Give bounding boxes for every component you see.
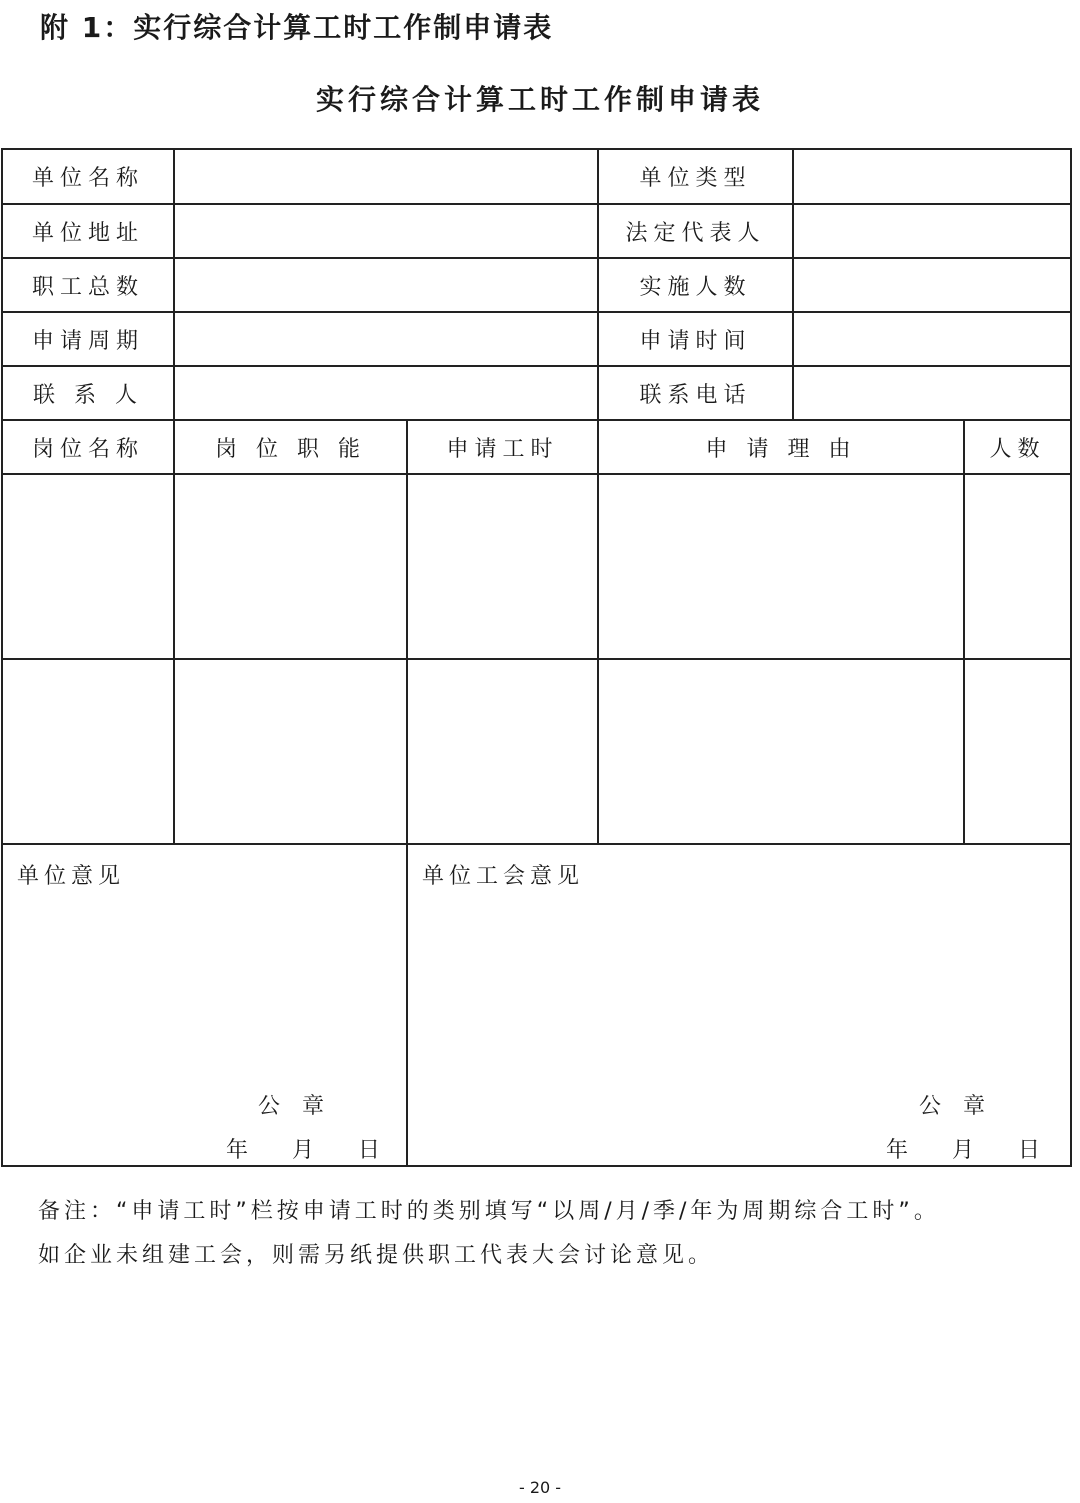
cell-applied-hours[interactable]	[407, 659, 598, 844]
header-applied-hours: 申请工时	[407, 420, 598, 474]
label-contact-phone: 联系电话	[598, 366, 793, 420]
label-staff-total: 职工总数	[2, 258, 174, 312]
form-row-staff-total	[2, 258, 1071, 312]
field-contact-phone[interactable]	[793, 366, 1071, 420]
position-row	[2, 659, 1071, 844]
unit-date: 年 月 日	[226, 1138, 381, 1163]
label-legal-representative: 法定代表人	[598, 204, 793, 258]
cell-position-name[interactable]	[2, 474, 174, 659]
label-application-period: 申请周期	[2, 312, 174, 366]
union-opinion-cell[interactable]	[407, 844, 1071, 1166]
opinion-row	[2, 844, 1071, 1166]
header-headcount: 人数	[964, 420, 1071, 474]
form-title: 实行综合计算工时工作制申请表	[315, 83, 764, 116]
form-row-unit-address	[2, 204, 1071, 258]
page-number: - 20 -	[518, 1478, 562, 1497]
union-seal: 公 章	[919, 1094, 986, 1119]
cell-application-reason[interactable]	[598, 474, 964, 659]
form-row-application-period	[2, 312, 1071, 366]
cell-position-function[interactable]	[174, 659, 407, 844]
union-date: 年 月 日	[886, 1138, 1041, 1163]
note-line-2: 如企业未组建工会，则需另纸提供职工代表大会讨论意见。	[38, 1243, 715, 1268]
label-unit-address: 单位地址	[2, 204, 174, 258]
cell-position-name[interactable]	[2, 659, 174, 844]
field-unit-address[interactable]	[174, 204, 598, 258]
cell-headcount[interactable]	[964, 659, 1071, 844]
field-unit-name[interactable]	[174, 149, 598, 204]
field-application-period[interactable]	[174, 312, 598, 366]
position-header-row	[2, 420, 1071, 474]
form-row-unit-name	[2, 149, 1071, 204]
cell-application-reason[interactable]	[598, 659, 964, 844]
application-form-table	[1, 148, 1072, 1167]
field-contact-person[interactable]	[174, 366, 598, 420]
label-unit-name: 单位名称	[2, 149, 174, 204]
label-implemented-count: 实施人数	[598, 258, 793, 312]
cell-position-function[interactable]	[174, 474, 407, 659]
label-application-time: 申请时间	[598, 312, 793, 366]
notes	[38, 1190, 1068, 1278]
field-staff-total[interactable]	[174, 258, 598, 312]
field-application-time[interactable]	[793, 312, 1071, 366]
header-application-reason: 申 请 理 由	[598, 420, 964, 474]
label-contact-person: 联 系 人	[2, 366, 174, 420]
cell-applied-hours[interactable]	[407, 474, 598, 659]
field-legal-representative[interactable]	[793, 204, 1071, 258]
field-implemented-count[interactable]	[793, 258, 1071, 312]
form-row-contact	[2, 366, 1071, 420]
union-opinion-label: 单位工会意见	[422, 864, 585, 889]
note-line-1: 备注：“申请工时”栏按申请工时的类别填写“以周/月/季/年为周期综合工时”。	[38, 1199, 940, 1224]
cell-headcount[interactable]	[964, 474, 1071, 659]
unit-opinion-label: 单位意见	[17, 864, 126, 889]
unit-seal: 公 章	[258, 1094, 325, 1119]
position-row	[2, 474, 1071, 659]
label-unit-type: 单位类型	[598, 149, 793, 204]
header-position-name: 岗位名称	[2, 420, 174, 474]
field-unit-type[interactable]	[793, 149, 1071, 204]
header-position-function: 岗 位 职 能	[174, 420, 407, 474]
attachment-title: 附 1：实行综合计算工时工作制申请表	[40, 11, 554, 44]
unit-opinion-cell[interactable]	[2, 844, 407, 1166]
